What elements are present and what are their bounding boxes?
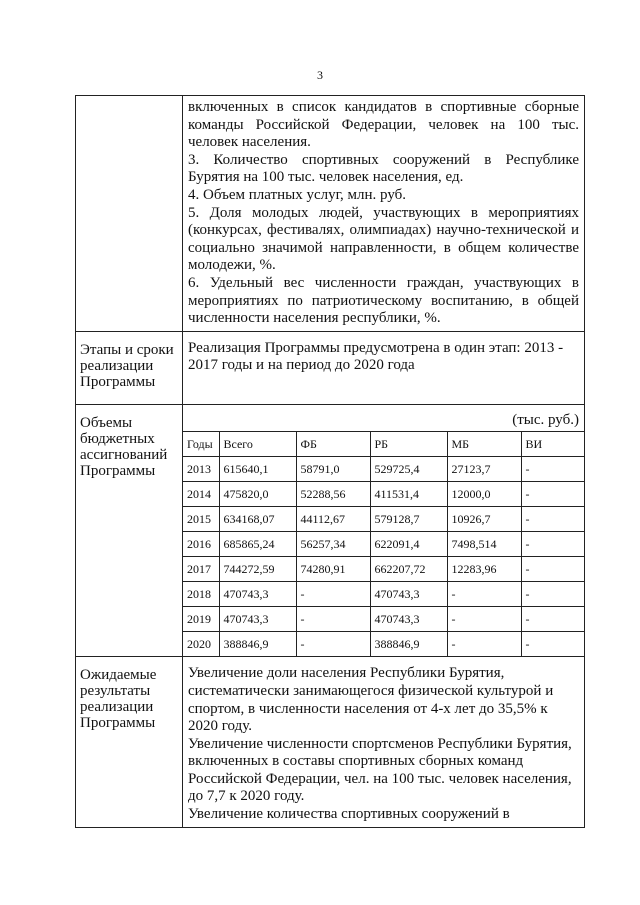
budget-row: [76, 404, 585, 657]
mb-cell: -: [447, 632, 521, 657]
table-row: [183, 582, 584, 607]
mb-cell: 12283,96: [447, 557, 521, 582]
rb-cell: 622091,4: [370, 532, 447, 557]
total-cell: 388846,9: [219, 632, 296, 657]
stages-text: Реализация Программы предусмотрена в один этап: 2013 - 2017 годы и на период до 2020 года: [183, 331, 585, 404]
mb-cell: 7498,514: [447, 532, 521, 557]
stages-label: Этапы и сроки реализации Программы: [76, 331, 183, 404]
vi-cell: -: [521, 607, 584, 632]
indicator-text: 6. Удельный вес численности граждан, участвующих в мероприятиях по патриотическому воспитанию, в общей численности населения республики, %.: [188, 274, 579, 327]
rb-cell: 662207,72: [370, 557, 447, 582]
fb-cell: 58791,0: [296, 457, 370, 482]
indicators-cell: [183, 96, 585, 332]
table-row: [183, 607, 584, 632]
fb-cell: -: [296, 582, 370, 607]
header-cell: МБ: [447, 432, 521, 457]
total-cell: 470743,3: [219, 607, 296, 632]
indicator-text: 3. Количество спортивных сооружений в Республике Бурятия на 100 тыс. человек населения, ед.: [188, 151, 579, 186]
fb-cell: 44112,67: [296, 507, 370, 532]
year-cell: 2014: [183, 482, 219, 507]
total-cell: 744272,59: [219, 557, 296, 582]
table-row: [183, 557, 584, 582]
table-row: [183, 482, 584, 507]
total-cell: 634168,07: [219, 507, 296, 532]
mb-cell: 12000,0: [447, 482, 521, 507]
indicator-text: 4. Объем платных услуг, млн. руб.: [188, 186, 407, 203]
header-cell: РБ: [370, 432, 447, 457]
rb-cell: 529725,4: [370, 457, 447, 482]
program-passport-table: [75, 95, 585, 828]
year-cell: 2016: [183, 532, 219, 557]
fb-cell: 52288,56: [296, 482, 370, 507]
vi-cell: -: [521, 482, 584, 507]
mb-cell: -: [447, 607, 521, 632]
year-cell: 2019: [183, 607, 219, 632]
mb-cell: -: [447, 582, 521, 607]
table-row: [183, 532, 584, 557]
fb-cell: 56257,34: [296, 532, 370, 557]
results-row: [76, 657, 585, 827]
vi-cell: -: [521, 532, 584, 557]
header-cell: Годы: [183, 432, 219, 457]
fb-cell: -: [296, 607, 370, 632]
vi-cell: -: [521, 557, 584, 582]
budget-table: [183, 431, 584, 656]
budget-label: Объемы бюджетных ассигнований Программы: [76, 404, 183, 657]
indicator-text: 5. Доля молодых людей, участвующих в мероприятиях (конкурсах, фестивалях, олимпиадах) научно-технической и социально значимой направленности, в общем количестве молодежи, %.: [188, 204, 579, 274]
stages-row: [76, 331, 585, 404]
rb-cell: 470743,3: [370, 582, 447, 607]
total-cell: 470743,3: [219, 582, 296, 607]
page-number: 3: [317, 68, 323, 82]
vi-cell: -: [521, 507, 584, 532]
vi-cell: -: [521, 582, 584, 607]
results-label: Ожидаемые результаты реализации Программы: [76, 657, 183, 827]
vi-cell: -: [521, 457, 584, 482]
budget-header-row: [183, 432, 584, 457]
fb-cell: 74280,91: [296, 557, 370, 582]
total-cell: 475820,0: [219, 482, 296, 507]
header-cell: Всего: [219, 432, 296, 457]
rb-cell: 470743,3: [370, 607, 447, 632]
mb-cell: 10926,7: [447, 507, 521, 532]
result-text: Увеличение доли населения Республики Бурятия, систематически занимающегося физической культурой и спортом, в численности населения от 4-х лет до 35,5% к 2020 году.: [188, 665, 554, 735]
header-cell: ФБ: [296, 432, 370, 457]
rb-cell: 579128,7: [370, 507, 447, 532]
indicators-row: [76, 96, 585, 332]
rb-cell: 388846,9: [370, 632, 447, 657]
rb-cell: 411531,4: [370, 482, 447, 507]
indicator-text: включенных в список кандидатов в спортивные сборные команды Российской Федерации, человек на 100 тыс. человек населения.: [188, 99, 579, 151]
budget-cell: [183, 404, 585, 657]
header-cell: ВИ: [521, 432, 584, 457]
total-cell: 615640,1: [219, 457, 296, 482]
total-cell: 685865,24: [219, 532, 296, 557]
mb-cell: 27123,7: [447, 457, 521, 482]
year-cell: 2013: [183, 457, 219, 482]
budget-unit: (тыс. руб.): [512, 411, 579, 428]
result-text: Увеличение численности спортсменов Республики Бурятия, включенных в составы спортивных сборных команд Российской Федерации, чел. на 100 тыс. человек населения, до 7,7 к 2020 году.: [188, 735, 572, 805]
results-cell: [183, 657, 585, 827]
fb-cell: -: [296, 632, 370, 657]
result-text: Увеличение количества спортивных сооружений в: [188, 806, 510, 823]
year-cell: 2015: [183, 507, 219, 532]
indicators-label-cell: [76, 96, 183, 332]
vi-cell: -: [521, 632, 584, 657]
year-cell: 2017: [183, 557, 219, 582]
year-cell: 2020: [183, 632, 219, 657]
table-row: [183, 457, 584, 482]
table-row: [183, 507, 584, 532]
year-cell: 2018: [183, 582, 219, 607]
table-row: [183, 632, 584, 657]
